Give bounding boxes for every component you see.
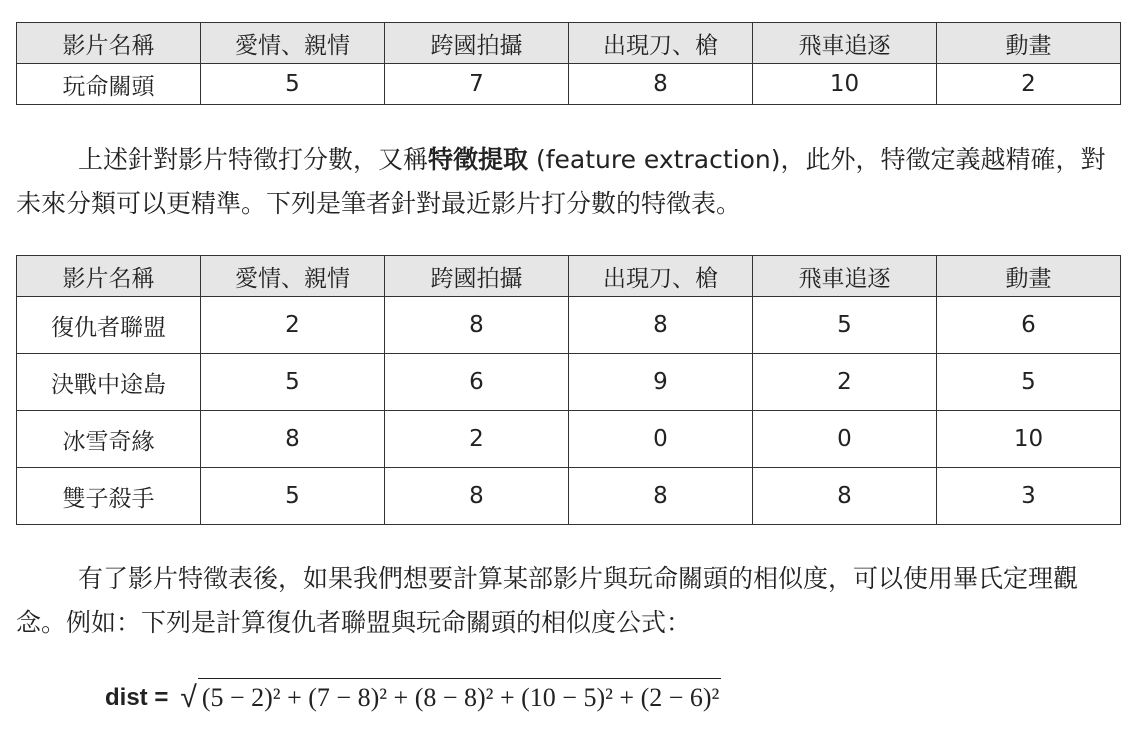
score-cell: 0 — [569, 411, 753, 468]
movie-name-cell: 決戰中途島 — [17, 354, 201, 411]
score-cell: 8 — [201, 411, 385, 468]
score-cell: 0 — [753, 411, 937, 468]
score-cell: 8 — [569, 468, 753, 525]
score-cell: 8 — [569, 297, 753, 354]
table-row — [17, 411, 1121, 468]
movie-name-cell: 冰雪奇緣 — [17, 411, 201, 468]
table-row — [17, 354, 1121, 411]
header-cell: 跨國拍攝 — [385, 23, 569, 64]
score-cell: 7 — [385, 64, 569, 105]
score-cell: 2 — [937, 64, 1121, 105]
score-cell: 5 — [937, 354, 1121, 411]
header-cell: 飛車追逐 — [753, 256, 937, 297]
paragraph-bold-term: 特徵提取 — [428, 145, 529, 174]
header-cell: 影片名稱 — [17, 256, 201, 297]
score-cell: 5 — [201, 354, 385, 411]
score-cell: 8 — [385, 468, 569, 525]
header-cell: 愛情、親情 — [201, 256, 385, 297]
paragraph-text: (feature extraction)，此外，特徵定義越精確，對未來分類可以更精準。下列是筆者針對最近影片打分數的特徵表。 — [16, 145, 1106, 218]
table-row — [17, 64, 1121, 105]
score-cell: 5 — [201, 468, 385, 525]
score-cell: 5 — [753, 297, 937, 354]
paragraph-text: 有了影片特徵表後，如果我們想要計算某部影片與玩命關頭的相似度，可以使用畢氏定理觀念。例如：下列是計算復仇者聯盟與玩命關頭的相似度公式： — [16, 564, 1079, 637]
score-cell: 2 — [385, 411, 569, 468]
table-header-row — [17, 256, 1121, 297]
movie-name-cell: 玩命關頭 — [17, 64, 201, 105]
score-cell: 8 — [569, 64, 753, 105]
score-cell: 2 — [753, 354, 937, 411]
score-cell: 10 — [937, 411, 1121, 468]
score-cell: 2 — [201, 297, 385, 354]
score-cell: 5 — [201, 64, 385, 105]
header-cell: 跨國拍攝 — [385, 256, 569, 297]
header-cell: 動畫 — [937, 23, 1121, 64]
score-cell: 9 — [569, 354, 753, 411]
score-cell: 8 — [753, 468, 937, 525]
table-row — [17, 468, 1121, 525]
header-cell: 出現刀、槍 — [569, 23, 753, 64]
score-cell: 6 — [385, 354, 569, 411]
feature-table-movies — [16, 255, 1121, 525]
score-cell: 8 — [385, 297, 569, 354]
paragraph-feature-extraction — [16, 138, 1121, 226]
feature-table-target — [16, 22, 1121, 105]
table-row — [17, 297, 1121, 354]
radical-sign: √ — [180, 681, 197, 714]
header-cell: 出現刀、槍 — [569, 256, 753, 297]
distance-formula — [105, 678, 721, 718]
header-cell: 愛情、親情 — [201, 23, 385, 64]
table-header-row — [17, 23, 1121, 64]
header-cell: 影片名稱 — [17, 23, 201, 64]
score-cell: 10 — [753, 64, 937, 105]
paragraph-similarity — [16, 557, 1121, 645]
movie-name-cell: 復仇者聯盟 — [17, 297, 201, 354]
square-root — [180, 678, 721, 718]
formula-radicand: (5 − 2)² + (7 − 8)² + (8 − 8)² + (10 − 5)² + (2 − 6)² — [198, 678, 722, 718]
formula-lhs: dist = — [105, 684, 169, 711]
movie-name-cell: 雙子殺手 — [17, 468, 201, 525]
score-cell: 3 — [937, 468, 1121, 525]
header-cell: 動畫 — [937, 256, 1121, 297]
header-cell: 飛車追逐 — [753, 23, 937, 64]
score-cell: 6 — [937, 297, 1121, 354]
paragraph-text: 上述針對影片特徵打分數，又稱 — [78, 145, 429, 174]
